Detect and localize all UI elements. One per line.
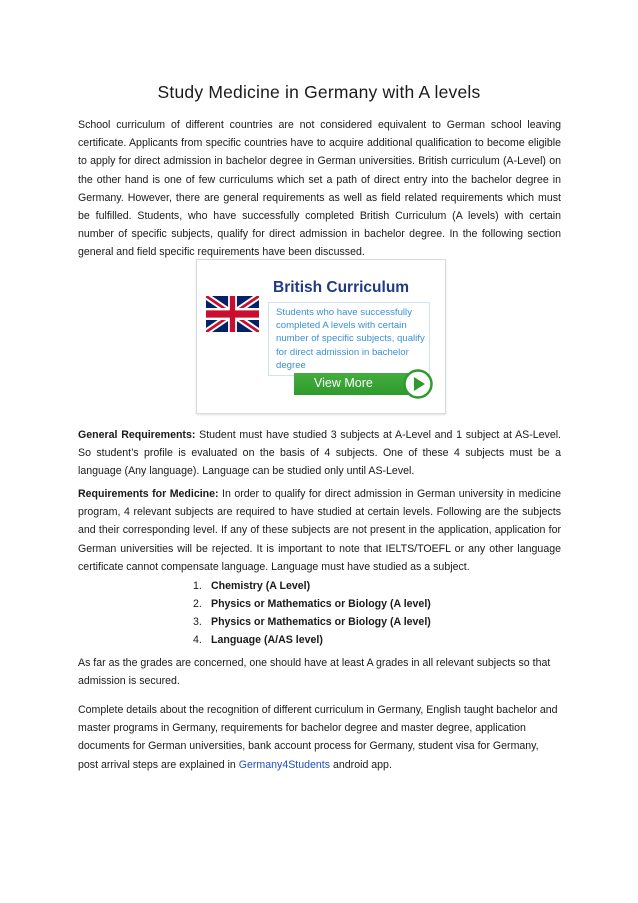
germany4students-link[interactable]: Germany4Students (238, 758, 331, 771)
page-title: Study Medicine in Germany with A levels (157, 82, 481, 102)
list-item-number: 4. (193, 634, 202, 646)
details-paragraph (78, 701, 561, 774)
list-item (193, 577, 431, 595)
list-item-text: Language (A/AS level) (211, 634, 323, 646)
list-item-text: Physics or Mathematics or Biology (A level) (211, 616, 431, 628)
general-requirements-heading: General Requirements: (78, 429, 196, 441)
list-item-text: Chemistry (A Level) (211, 580, 311, 592)
list-item (193, 613, 431, 631)
medicine-requirements-heading: Requirements for Medicine: (78, 488, 219, 500)
medicine-requirements-paragraph (78, 485, 561, 576)
view-more-label: View More (314, 376, 373, 390)
list-item (193, 631, 431, 649)
intro-paragraph: School curriculum of different countries are not considered equivalent to German school leaving certificate. Applicants from specific countries have to acquire additional qualification to become eligible to apply for direct admission in bachelor degree in German universities. British curriculum (A-Level) on the other hand is one of few curriculums which set a path of direct entry into the bachelor degree in Germany. However, there are general requirements as well as field related requirements which must be fulfilled. Students, who have successfully completed British Curriculum (A levels) with certain number of specific subjects, qualify for direct admission in bachelor degree. In the following section general and field specific requirements have been discussed. (78, 119, 561, 259)
view-more-button[interactable] (294, 373, 410, 395)
subject-list (193, 577, 431, 649)
british-curriculum-banner[interactable] (196, 259, 446, 414)
list-item-text: Physics or Mathematics or Biology (A level) (211, 598, 431, 610)
list-item-number: 1. (193, 580, 202, 592)
banner-text: Students who have successfully completed A levels with certain number of specific subjects, qualify for direct admission in bachelor degree (276, 307, 425, 371)
general-requirements-text: Student must have studied 3 subjects at A-Level and 1 subject at AS-Level. So student’s profile is evaluated on the basis of 4 subjects. One of these 4 subjects must be a language (Any language). Language can be studied only until AS-Level. (78, 429, 562, 478)
play-icon[interactable] (403, 369, 433, 399)
general-requirements-paragraph (78, 426, 561, 481)
grades-paragraph: As far as the grades are concerned, one should have at least A grades in all relevant subjects so that admission is secured. (78, 657, 551, 688)
list-item (193, 595, 431, 613)
details-text: Complete details about the recognition of different curriculum in Germany, English taught bachelor and master programs in Germany, requirements for bachelor degree and master degree, application documents for German universities, bank account process for Germany, student visa for Germany, post arrival steps are explained in (78, 704, 558, 771)
banner-text-box (268, 302, 430, 376)
details-text-end: android app. (330, 758, 392, 771)
uk-flag-icon (206, 296, 259, 332)
list-item-number: 2. (193, 598, 202, 610)
list-item-number: 3. (193, 616, 202, 628)
medicine-requirements-text: In order to qualify for direct admission in German university in medicine program, 4 relevant subjects are required to have studied at certain levels. Following are the subjects and their corresponding level. If any of these subjects are not present in the application, application for German universities will be rejected. It is important to note that IELTS/TOEFL or any other language certificate cannot compensate language. Language must have studied as a subject. (78, 488, 562, 573)
banner-title: British Curriculum (273, 279, 410, 296)
